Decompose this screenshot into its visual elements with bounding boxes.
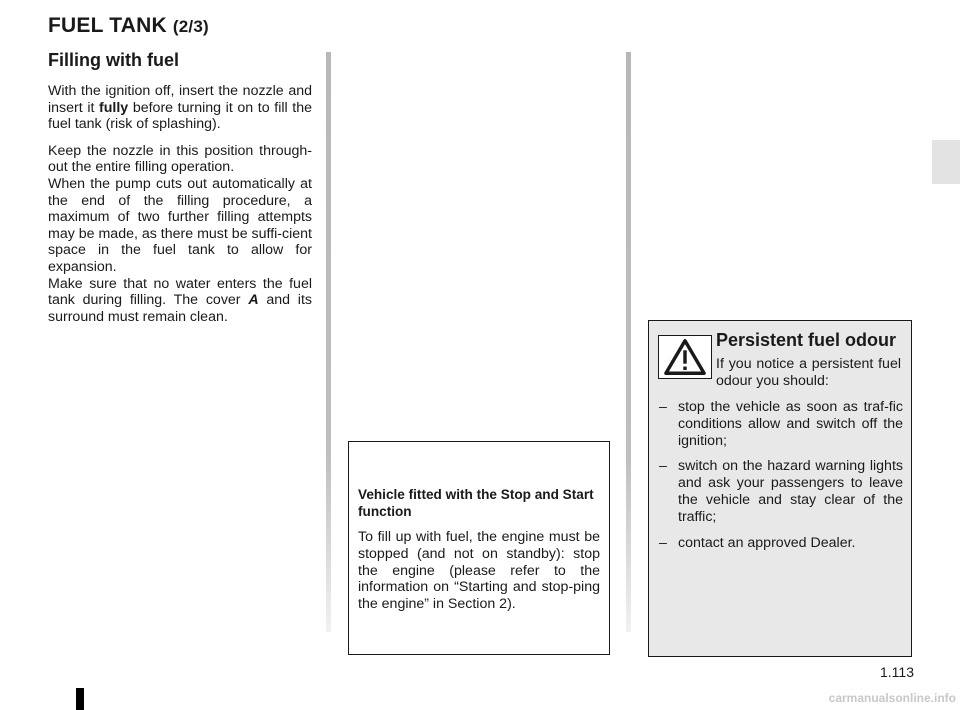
stop-start-heading: Vehicle fitted with the Stop and Start function [358,487,594,519]
filling-paragraph-3-start: Make sure that no water enters the fuel tank during filling. The cover [48,275,312,309]
filling-section [48,50,312,335]
filling-paragraph-2-line: Keep the nozzle in this position through-out the entire filling operation. [48,142,312,176]
warning-steps-list [659,399,903,560]
filling-paragraph-1-end: before turning it on to fill the fuel tank (risk of splashing). [48,99,312,133]
filling-heading: Filling with fuel [48,50,179,70]
warning-triangle-icon [658,335,712,379]
watermark: carmanualsonline.info [828,691,956,705]
page-title [48,14,209,38]
list-item-text: stop the vehicle as soon as traf-fic conditions allow and switch off the ignition; [678,399,903,449]
warning-title: Persistent fuel odour [716,330,897,350]
filling-paragraph-1 [48,83,312,133]
list-bullet: – [659,399,667,415]
stop-start-box [348,441,610,655]
stop-start-text: To fill up with fuel, the engine must be stopped (and not on standby): stop the engine (please refer to the information on “Starting and stop-ping the engine” in Section 2). [358,529,600,613]
column-divider-left [326,52,331,632]
warning-intro: If you notice a persistent fuel odour you should: [716,356,901,389]
list-bullet: – [659,458,667,475]
page-number: 1.113 [880,664,914,680]
list-item [659,458,903,525]
filling-paragraph-1-emphasis: fully [99,99,129,116]
list-item-text: contact an approved Dealer. [678,534,856,551]
cover-label: A [248,292,259,309]
page-title-text: FUEL TANK [48,14,167,37]
fuel-odour-warning-box [648,320,912,657]
filling-paragraph-2-line: When the pump cuts out automatically at the end of the filling procedure, a maximum of two further filling attempts may be made, as there must be suffi-cient space in the fuel tank to allow for expansion. [48,175,312,275]
filling-paragraph-3 [48,276,312,326]
list-item-text: switch on the hazard warning lights and ask your passengers to leave the vehicle and stay clear of the traffic; [678,458,903,525]
column-divider-right [626,52,631,632]
filling-paragraph-1-start: With the ignition off, insert the nozzle and insert it [48,83,312,116]
filling-paragraph-3-end: and its surround must remain clean. [48,292,312,325]
warning-triangle-graphic [659,336,711,378]
page-title-suffix: (2/3) [172,17,209,36]
section-tab-marker [932,140,960,184]
list-item [659,399,903,449]
list-bullet: – [659,534,667,551]
corner-crop-mark [76,688,84,710]
filling-paragraph-2 [48,143,312,276]
list-item [659,535,903,552]
